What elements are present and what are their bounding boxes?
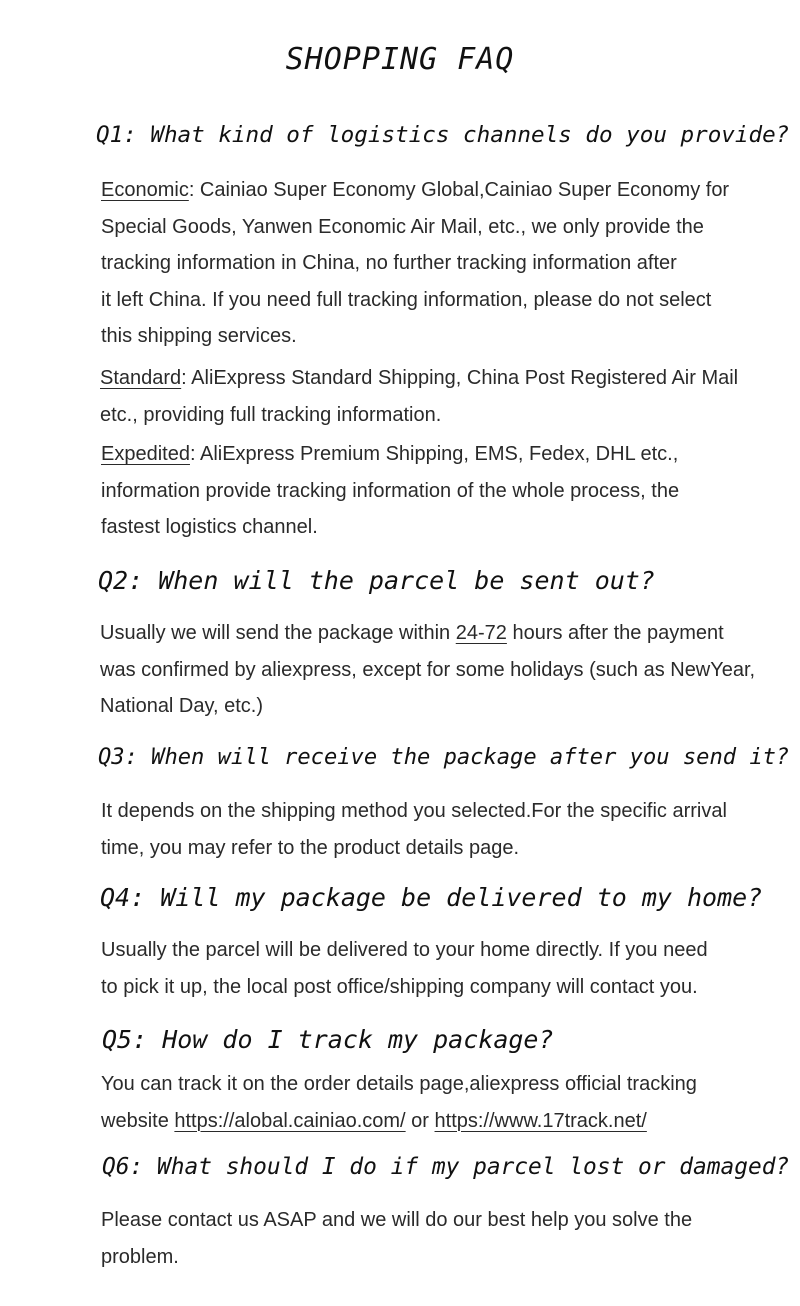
answer-line: Special Goods, Yanwen Economic Air Mail, etc., we only provide the <box>101 215 704 238</box>
answer-line: Usually the parcel will be delivered to your home directly. If you need <box>101 939 708 961</box>
17track-link[interactable]: https://www.17track.net/ <box>434 1109 647 1132</box>
faq-question-1: Q1: What kind of logistics channels do you provide? <box>96 122 790 148</box>
faq-question-3: Q3: When will receive the package after you send it? <box>98 744 790 770</box>
answer-text: : AliExpress Standard Shipping, China Post Registered Air Mail <box>181 367 739 389</box>
answer-line: You can track it on the order details page,aliexpress official tracking <box>101 1073 697 1095</box>
faq-answer-1-economic <box>101 172 729 355</box>
faq-answer-5 <box>101 1066 697 1139</box>
answer-line: it left China. If you need full tracking information, please do not select <box>101 288 712 311</box>
faq-answer-3 <box>101 793 727 866</box>
faq-question-2: Q2: When will the parcel be sent out? <box>98 566 655 595</box>
faq-answer-2 <box>100 615 755 725</box>
answer-text: hours after the payment <box>506 622 724 644</box>
answer-line: information provide tracking information of the whole process, the <box>101 479 680 502</box>
answer-line <box>101 1103 697 1140</box>
faq-answer-1-standard <box>100 360 738 433</box>
answer-line: etc., providing full tracking information. <box>100 403 442 426</box>
answer-line: was confirmed by aliexpress, except for some holidays (such as NewYear, <box>100 658 756 681</box>
hours-range: 24-72 <box>455 622 507 644</box>
answer-line: this shipping services. <box>101 325 297 347</box>
faq-question-5: Q5: How do I track my package? <box>102 1025 554 1054</box>
cainiao-tracking-link[interactable]: https://alobal.cainiao.com/ <box>174 1109 406 1132</box>
answer-line: tracking information in China, no further tracking information after <box>101 252 677 274</box>
economic-label: Economic <box>101 179 189 201</box>
answer-line <box>101 436 679 473</box>
expedited-label: Expedited <box>101 443 190 465</box>
page-title: SHOPPING FAQ <box>285 42 515 77</box>
faq-answer-6 <box>101 1202 692 1275</box>
faq-answer-4 <box>101 932 708 1005</box>
answer-line: problem. <box>101 1245 179 1268</box>
standard-label: Standard <box>100 367 182 389</box>
answer-line: It depends on the shipping method you selected.For the specific arrival <box>101 800 727 822</box>
answer-text: : AliExpress Premium Shipping, EMS, Fedex, DHL etc., <box>189 443 679 465</box>
answer-text: or <box>405 1109 435 1132</box>
answer-line <box>100 360 738 397</box>
answer-line: to pick it up, the local post office/shipping company will contact you. <box>101 975 698 998</box>
faq-question-6: Q6: What should I do if my parcel lost or damaged? <box>102 1154 790 1180</box>
answer-line: time, you may refer to the product details page. <box>101 836 519 859</box>
answer-text: Usually we will send the package within <box>100 622 456 644</box>
answer-line <box>101 172 729 209</box>
faq-question-4: Q4: Will my package be delivered to my home? <box>100 883 763 912</box>
answer-text: : Cainiao Super Economy Global,Cainiao Super Economy for <box>188 179 730 201</box>
answer-line: National Day, etc.) <box>100 695 264 717</box>
answer-text: website <box>101 1109 175 1132</box>
answer-line <box>100 615 755 652</box>
faq-answer-1-expedited <box>101 436 679 546</box>
answer-line: Please contact us ASAP and we will do our best help you solve the <box>101 1209 693 1231</box>
answer-line: fastest logistics channel. <box>101 516 318 538</box>
